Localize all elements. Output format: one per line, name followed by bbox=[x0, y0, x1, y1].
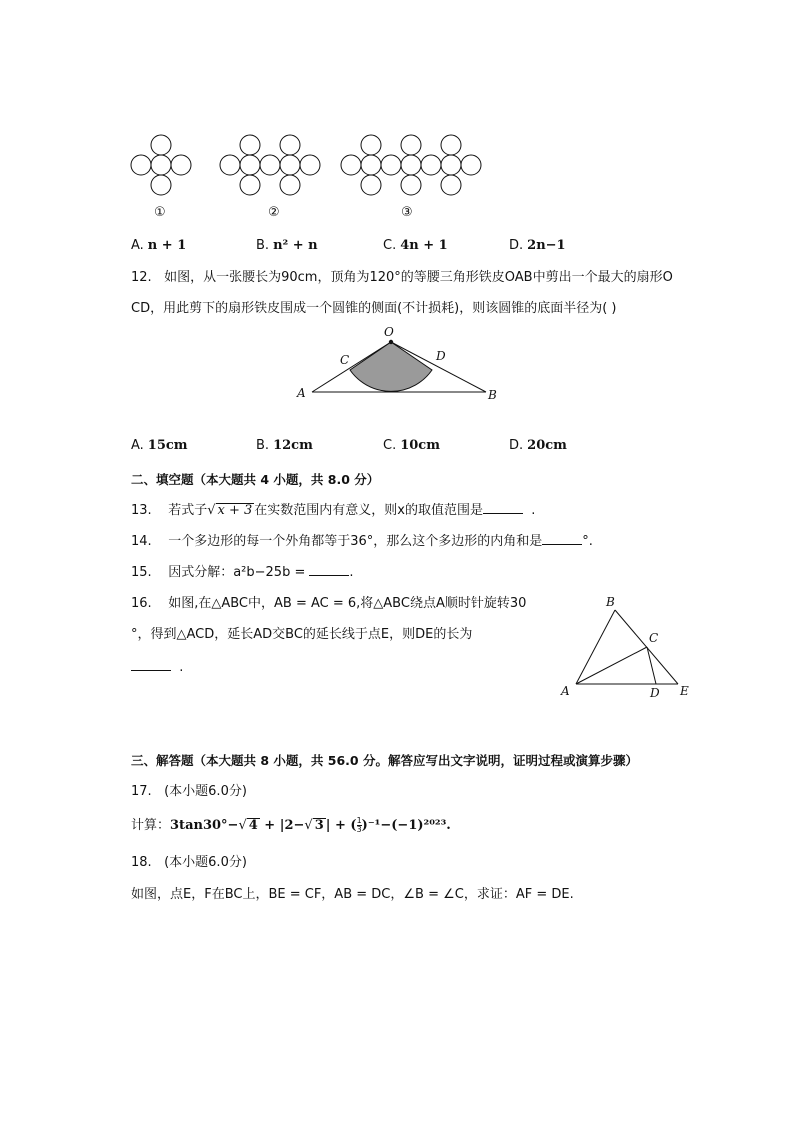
section-2-heading: 二、填空题（本大题共 4 小题，共 8.0 分） bbox=[131, 472, 380, 487]
q11-option-c: C. 4n + 1 bbox=[383, 238, 448, 253]
q17-expression: 计算：3tan30°−√ 4 + |2−√ 3 | + ( $\frac{1}{3}$ )⁻¹−(−1)²⁰²³. bbox=[131, 816, 451, 834]
q17-header: 17. (本小题6.0分) bbox=[131, 784, 247, 799]
q17-radicand-1: 4 bbox=[248, 818, 258, 833]
q11-option-d: D. 2n−1 bbox=[509, 238, 566, 253]
fig-label-1: ① bbox=[154, 205, 166, 220]
q15: 15. 因式分解：a²b−25b = . bbox=[131, 565, 354, 580]
q13-radicand: x + 3 bbox=[217, 503, 253, 518]
q14: 14. 一个多边形的每一个外角都等于36°，那么这个多边形的内角和是 °. bbox=[131, 534, 593, 549]
q11-option-a: A. n + 1 bbox=[131, 238, 187, 253]
q11-pattern-figure bbox=[125, 130, 495, 225]
q18-statement: 如图，点E，F在BC上，BE = CF，AB = DC，∠B = ∠C，求证：AF = DE. bbox=[131, 887, 574, 902]
label-b: B bbox=[488, 388, 497, 402]
q17-radicand-2: 3 bbox=[314, 818, 324, 833]
label-a: A bbox=[297, 386, 306, 400]
sqrt-symbol: √ bbox=[207, 503, 216, 518]
label-e: E bbox=[680, 684, 689, 698]
label-d: D bbox=[436, 349, 446, 363]
q13: 13. 若式子√ x + 3 在实数范围内有意义，则x的取值范围是 . bbox=[131, 503, 536, 518]
seg-ac bbox=[576, 647, 647, 684]
label-c: C bbox=[340, 353, 350, 367]
q16-answer-blank[interactable] bbox=[131, 658, 171, 671]
q16-line2: °，得到△ACD，延长AD交BC的延长线于点E，则DE的长为 bbox=[131, 627, 473, 642]
q12-option-b: B. 12cm bbox=[256, 438, 313, 453]
q12-line1: 12. 如图，从一张腰长为90cm，顶角为120°的等腰三角形铁皮OAB中剪出一个最大的扇形O bbox=[131, 270, 673, 285]
q15-answer-blank[interactable] bbox=[309, 563, 349, 576]
label-c: C bbox=[649, 631, 659, 645]
label-b: B bbox=[606, 595, 615, 609]
seg-ab bbox=[576, 610, 615, 684]
fig-label-3: ③ bbox=[401, 205, 413, 220]
fig-label-2: ② bbox=[268, 205, 280, 220]
q13-answer-blank[interactable] bbox=[483, 501, 523, 514]
point-o bbox=[389, 340, 393, 344]
pattern-3 bbox=[341, 135, 481, 195]
label-a: A bbox=[561, 684, 570, 698]
q18-header: 18. (本小题6.0分) bbox=[131, 855, 247, 870]
section-3-heading: 三、解答题（本大题共 8 小题，共 56.0 分。解答应写出文字说明，证明过程或演算步骤） bbox=[131, 753, 638, 768]
q12-option-a: A. 15cm bbox=[131, 438, 188, 453]
label-o: O bbox=[384, 325, 394, 339]
q16-line1: 16. 如图,在△ABC中，AB = AC = 6,将△ABC绕点A顺时针旋转30 bbox=[131, 596, 527, 611]
sector-ocd bbox=[350, 342, 432, 391]
pattern-2 bbox=[220, 135, 320, 195]
q12-option-d: D. 20cm bbox=[509, 438, 567, 453]
label-d: D bbox=[650, 686, 660, 700]
q17-fraction: $\frac{1}{3}$ bbox=[356, 816, 362, 834]
q12-sector-figure bbox=[290, 322, 505, 407]
q16-rotation-figure bbox=[558, 592, 698, 702]
q12-line2: CD，用此剪下的扇形铁皮围成一个圆锥的侧面(不计损耗)，则该圆锥的底面半径为( ) bbox=[131, 301, 617, 316]
q16-line3: . bbox=[131, 658, 183, 677]
q12-option-c: C. 10cm bbox=[383, 438, 440, 453]
q11-option-b: B. n² + n bbox=[256, 238, 318, 253]
q14-answer-blank[interactable] bbox=[542, 532, 582, 545]
pattern-1 bbox=[131, 135, 191, 195]
